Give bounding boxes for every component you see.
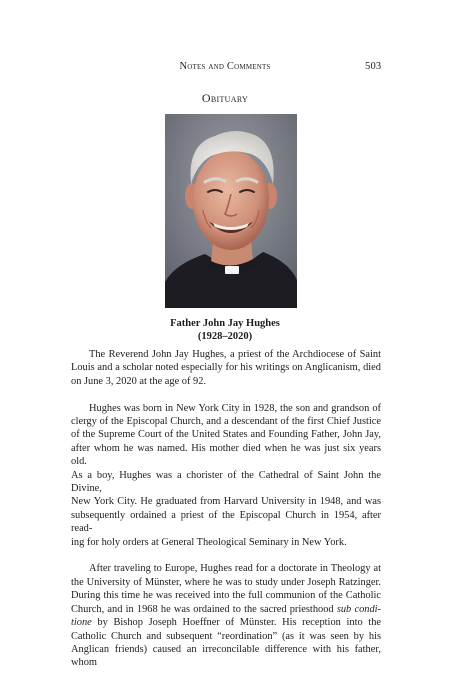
section-title: Obituary (201, 91, 249, 105)
latin-phrase: tione (71, 617, 92, 629)
text-line: of the Supreme Court of the United States and Founding Father, John Jay, (71, 429, 381, 441)
text-line: ing for holy orders at General Theological Seminary in New York. (71, 536, 347, 548)
text-line: After traveling to Europe, Hughes read for a doctorate in Theology at (89, 563, 381, 575)
text-line: subsequently ordained a priest of the Episcopal Church in 1954, after read- (71, 509, 381, 535)
text-line: clergy of the Episcopal Church, and a descendant of the first Chief Justice (71, 416, 381, 428)
text-line: As a boy, Hughes was a chorister of the Cathedral of Saint John the Divine, (71, 469, 381, 495)
text-line (71, 603, 381, 616)
photo-caption (0, 318, 450, 343)
text-line: Hughes was born in New York City in 1928, the son and grandson of (89, 402, 381, 414)
text-line: Catholic Church and subsequent “reordination” (as it was seen by his (71, 630, 381, 642)
caption-dates: (1928–2020) (197, 330, 253, 342)
latin-phrase: sub condi- (336, 603, 381, 615)
caption-name: Father John Jay Hughes (170, 318, 280, 329)
text-run: by Bishop Joseph Hoeffner of Münster. His reception into the (91, 617, 381, 629)
running-head (0, 61, 450, 77)
text-line: The Reverend John Jay Hughes, a priest of the Archdiocese of Saint (89, 349, 381, 360)
text-line: Anglican friends) caused an irreconcilable difference with his father, whom (71, 643, 381, 669)
paragraph-2 (71, 402, 381, 549)
paragraph-3 (71, 562, 381, 669)
text-line: after whom he was named. His mother died when he was just six years old. (71, 442, 381, 468)
text-line: the University of Münster, where he was to study under Joseph Ratzinger. (71, 576, 381, 588)
text-line: New York City. He graduated from Harvard University in 1948, and was (71, 496, 381, 508)
text-line: on June 3, 2020 at the age of 92. (71, 375, 207, 387)
paragraph-1 (71, 348, 381, 388)
text-line: Louis and a scholar noted especially for his writings on Anglicanism, died (71, 362, 381, 374)
portrait-photo (165, 114, 297, 308)
face (193, 150, 269, 250)
running-title: Notes and Comments (179, 61, 271, 72)
text-line (71, 616, 381, 629)
text-run: Church, and in 1968 he was ordained to the sacred priesthood (71, 603, 337, 615)
portrait-illustration (165, 114, 297, 308)
page-number: 503 (365, 61, 382, 72)
article-body (71, 348, 381, 683)
text-line: During this time he was received into the full communion of the Catholic (71, 590, 381, 602)
clerical-collar (225, 266, 239, 274)
